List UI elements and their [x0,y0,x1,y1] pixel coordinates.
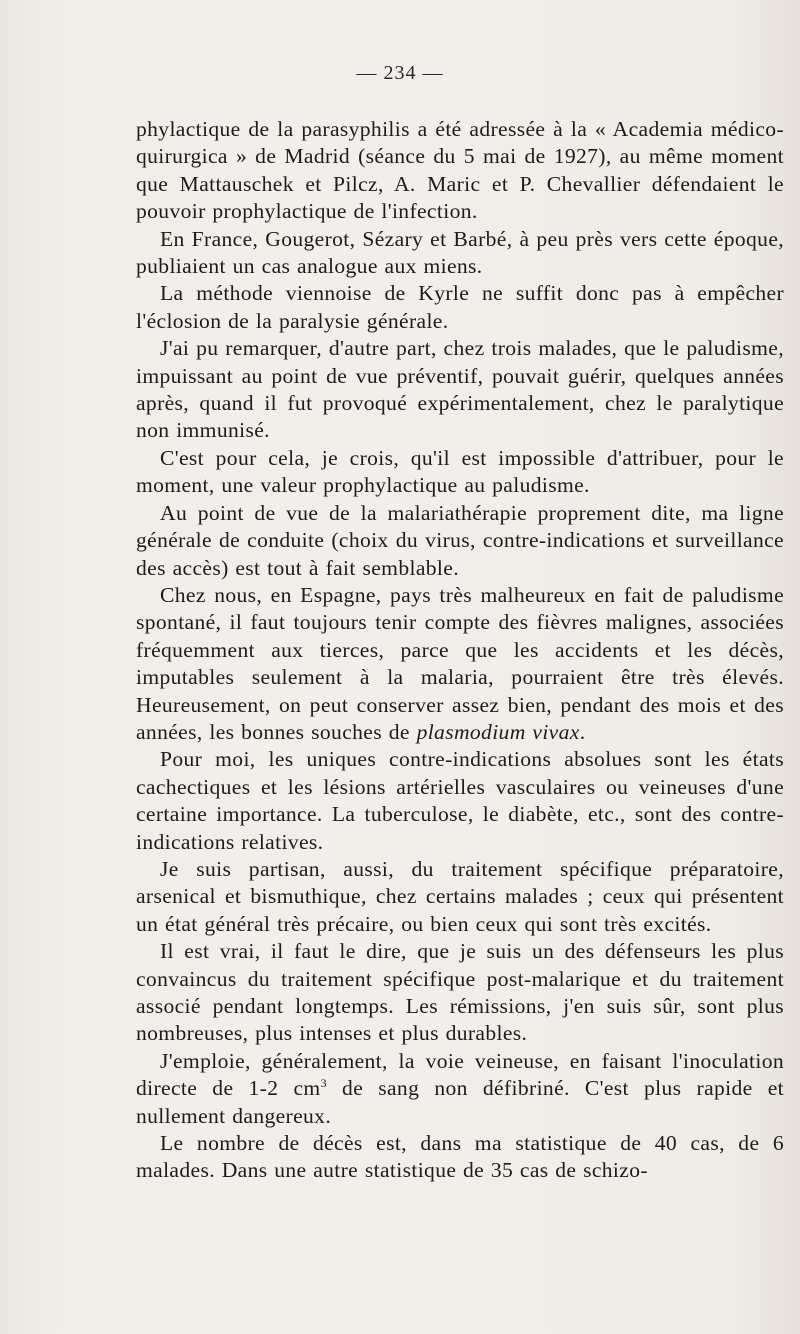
spain-text: Chez nous, en Espagne, pays très malheureux en fait de paludisme spontané, il faut toujours tenir compte des fièvres malignes, associées fréquemment aux tierces, parce que les accidents et les décès, imputables seulement à la malaria, pourraient être très élevés. Heureusement, on peut conserver assez bien, pendant des mois et des années, les bonnes souches de [136,582,784,744]
paragraph-inoculation [136,1048,784,1130]
paragraph-spain [136,582,784,746]
paragraph-prophylactic-value: C'est pour cela, je crois, qu'il est impossible d'attribuer, pour le moment, une valeur prophylactique au paludisme. [136,445,784,498]
paragraph-post-malaric-treatment: Il est vrai, il faut le dire, que je suis un des défenseurs les plus convaincus du traitement spécifique post-malarique et du traitement associé pendant longtemps. Les rémissions, j'en suis sûr, sont plus nombreuses, plus intenses et plus durables. [136,939,784,1046]
paragraph-deaths: Le nombre de décès est, dans ma statistique de 40 cas, de 6 malades. Dans une autre statistique de 35 cas de schizo- [136,1131,784,1183]
page-body [136,116,784,1185]
paragraph-malariatherapy: Au point de vue de la malariathérapie proprement dite, ma ligne générale de conduite (choix du virus, contre-indications et surveillance des accès) est tout à fait semblable. [136,500,784,580]
paragraph-prophylaxis: phylactique de la parasyphilis a été adressée à la « Academia médico-quirurgica » de Madrid (séance du 5 mai de 1927), au même moment que Mattauschek et Pilcz, A. Maric et P. Chevallier défendaient le pouvoir prophylactique de l'infection. [136,117,784,224]
paragraph-preparatory-treatment: Je suis partisan, aussi, du traitement spécifique préparatoire, arsenical et bismuthique, chez certains malades ; ceux qui présentent un état général très précaire, ou bien ceux qui sont très excités. [136,856,784,936]
paragraph-three-patients: J'ai pu remarquer, d'autre part, chez trois malades, que le paludisme, impuissant au point de vue préventif, pouvait guérir, quelques années après, quand il fut provoqué expérimentalement, chez le paralytique non immunisé. [136,336,784,443]
page-number: — 234 — [356,62,444,84]
paragraph-kyrle-method: La méthode viennoise de Kyrle ne suffit donc pas à empêcher l'éclosion de la paralysie générale. [136,281,784,333]
inoculation-text-end: de sang non défibriné. C'est plus rapide et nullement dangereux. [136,1076,785,1128]
spain-text-end: . [579,719,586,744]
italic-term: plasmodium vivax [416,719,580,744]
superscript: 3 [320,1076,327,1091]
paragraph-contraindications: Pour moi, les uniques contre-indications absolues sont les états cachectiques et les lésions artérielles vasculaires ou veineuses d'une certaine importance. La tuberculose, le diabète, etc., sont des contre-indications relatives. [136,747,784,854]
paragraph-france: En France, Gougerot, Sézary et Barbé, à peu près vers cette époque, publiaient un cas analogue aux miens. [136,226,784,279]
inoculation-text: J'emploie, généralement, la voie veineuse, en faisant l'inoculation directe de 1-2 cm [136,1048,784,1101]
